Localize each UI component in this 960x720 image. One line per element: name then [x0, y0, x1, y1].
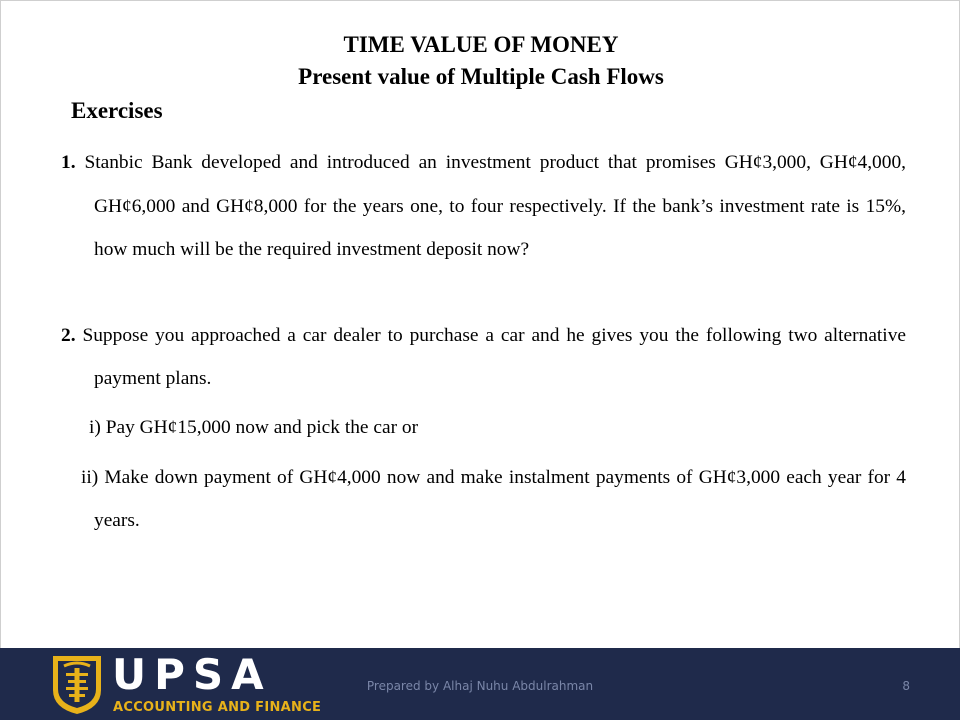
exercise-1-text: Stanbic Bank developed and introduced an investment product that promises GH¢3,000, GH¢4,000, GH¢6,000 and GH¢8,000 for the years one, to four respectively. If the bank’s investment rate is 15%, how much will be the required investment deposit now?	[84, 152, 906, 260]
exercise-2-number: 2.	[61, 325, 76, 346]
footer-bar	[0, 648, 960, 720]
upsa-crest-logo	[50, 652, 104, 716]
brand-name: UPSA	[112, 650, 272, 699]
section-heading: Exercises	[71, 98, 163, 123]
exercise-2	[61, 314, 906, 400]
prepared-by: Prepared by Alhaj Nuhu Abdulrahman	[366, 679, 594, 693]
exercise-2-text: Suppose you approached a car dealer to purchase a car and he gives you the following two alternative payment plans.	[82, 325, 907, 389]
payment-option-1: i) Pay GH¢15,000 now and pick the car or	[89, 417, 419, 438]
brand-subtitle: ACCOUNTING AND FINANCE	[113, 700, 322, 715]
slide-subtitle: Present value of Multiple Cash Flows	[298, 64, 664, 89]
exercise-1-number: 1.	[61, 152, 76, 173]
slide-title: TIME VALUE OF MONEY	[343, 32, 619, 57]
exercise-1	[61, 141, 906, 272]
payment-option-2: ii) Make down payment of GH¢4,000 now and make instalment payments of GH¢3,000 each year for 4 years.	[81, 467, 906, 531]
page-number: 8	[902, 679, 910, 693]
